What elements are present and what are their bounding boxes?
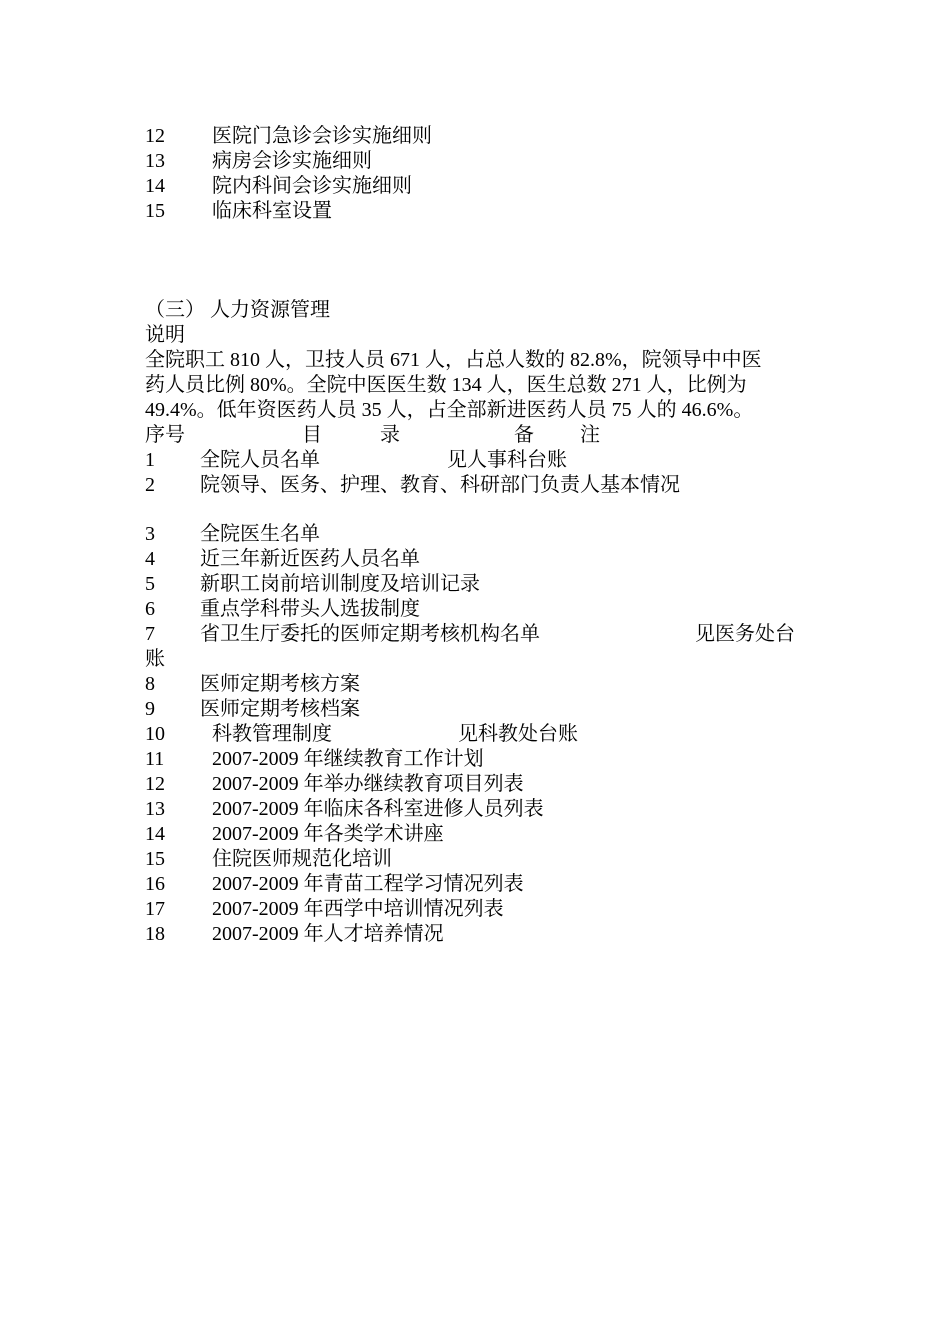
item-text: 全院医生名单 xyxy=(200,523,320,545)
item-text: 院内科间会诊实施细则 xyxy=(212,175,412,197)
header-col-lu: 录 xyxy=(380,424,400,446)
item-note: 见医务处台 xyxy=(695,623,795,645)
item-number: 2 xyxy=(145,474,155,496)
item-note: 见科教处台账 xyxy=(458,723,578,745)
section-label: 说明 xyxy=(145,324,185,346)
item-number: 18 xyxy=(145,923,165,945)
item-number: 12 xyxy=(145,125,165,147)
description-line: 药人员比例 80%。全院中医医生数 134 人，医生总数 271 人，比例为 xyxy=(145,374,747,396)
description-line: 全院职工 810 人，卫技人员 671 人，占总人数的 82.8%，院领导中中医 xyxy=(145,349,762,371)
item-note-wrap: 账 xyxy=(145,648,165,670)
item-text: 医院门急诊会诊实施细则 xyxy=(212,125,432,147)
item-number: 11 xyxy=(145,748,165,770)
item-number: 14 xyxy=(145,823,165,845)
item-text: 2007-2009 年各类学术讲座 xyxy=(212,823,444,845)
item-number: 17 xyxy=(145,898,165,920)
item-number: 3 xyxy=(145,523,155,545)
item-text: 近三年新近医药人员名单 xyxy=(200,548,420,570)
item-number: 4 xyxy=(145,548,155,570)
item-number: 6 xyxy=(145,598,155,620)
item-number: 16 xyxy=(145,873,165,895)
item-text: 新职工岗前培训制度及培训记录 xyxy=(200,573,480,595)
header-col-zhu: 注 xyxy=(580,424,600,446)
item-text: 科教管理制度 xyxy=(212,723,332,745)
header-col-bei: 备 xyxy=(514,424,534,446)
section-heading: （三） 人力资源管理 xyxy=(145,299,330,321)
item-text: 省卫生厅委托的医师定期考核机构名单 xyxy=(200,623,540,645)
item-text: 临床科室设置 xyxy=(212,200,332,222)
item-text: 2007-2009 年临床各科室进修人员列表 xyxy=(212,798,544,820)
item-text: 医师定期考核方案 xyxy=(200,673,360,695)
item-number: 1 xyxy=(145,449,155,471)
item-number: 15 xyxy=(145,848,165,870)
header-seq: 序号 xyxy=(145,424,185,446)
item-note: 见人事科台账 xyxy=(447,449,567,471)
item-number: 7 xyxy=(145,623,155,645)
item-number: 5 xyxy=(145,573,155,595)
item-number: 13 xyxy=(145,150,165,172)
item-text: 2007-2009 年举办继续教育项目列表 xyxy=(212,773,524,795)
item-number: 12 xyxy=(145,773,165,795)
item-number: 13 xyxy=(145,798,165,820)
item-number: 9 xyxy=(145,698,155,720)
item-number: 10 xyxy=(145,723,165,745)
item-text: 2007-2009 年青苗工程学习情况列表 xyxy=(212,873,524,895)
item-text: 2007-2009 年继续教育工作计划 xyxy=(212,748,484,770)
description-line: 49.4%。低年资医药人员 35 人，占全部新进医药人员 75 人的 46.6%。 xyxy=(145,399,754,421)
item-text: 院领导、医务、护理、教育、科研部门负责人基本情况 xyxy=(200,474,680,496)
item-text: 住院医师规范化培训 xyxy=(212,848,392,870)
item-text: 医师定期考核档案 xyxy=(200,698,360,720)
item-number: 14 xyxy=(145,175,165,197)
item-text: 病房会诊实施细则 xyxy=(212,150,372,172)
item-number: 15 xyxy=(145,200,165,222)
item-text: 2007-2009 年人才培养情况 xyxy=(212,923,444,945)
header-col-mu: 目 xyxy=(302,424,322,446)
item-text: 全院人员名单 xyxy=(200,449,320,471)
item-text: 2007-2009 年西学中培训情况列表 xyxy=(212,898,504,920)
item-number: 8 xyxy=(145,673,155,695)
item-text: 重点学科带头人选拔制度 xyxy=(200,598,420,620)
